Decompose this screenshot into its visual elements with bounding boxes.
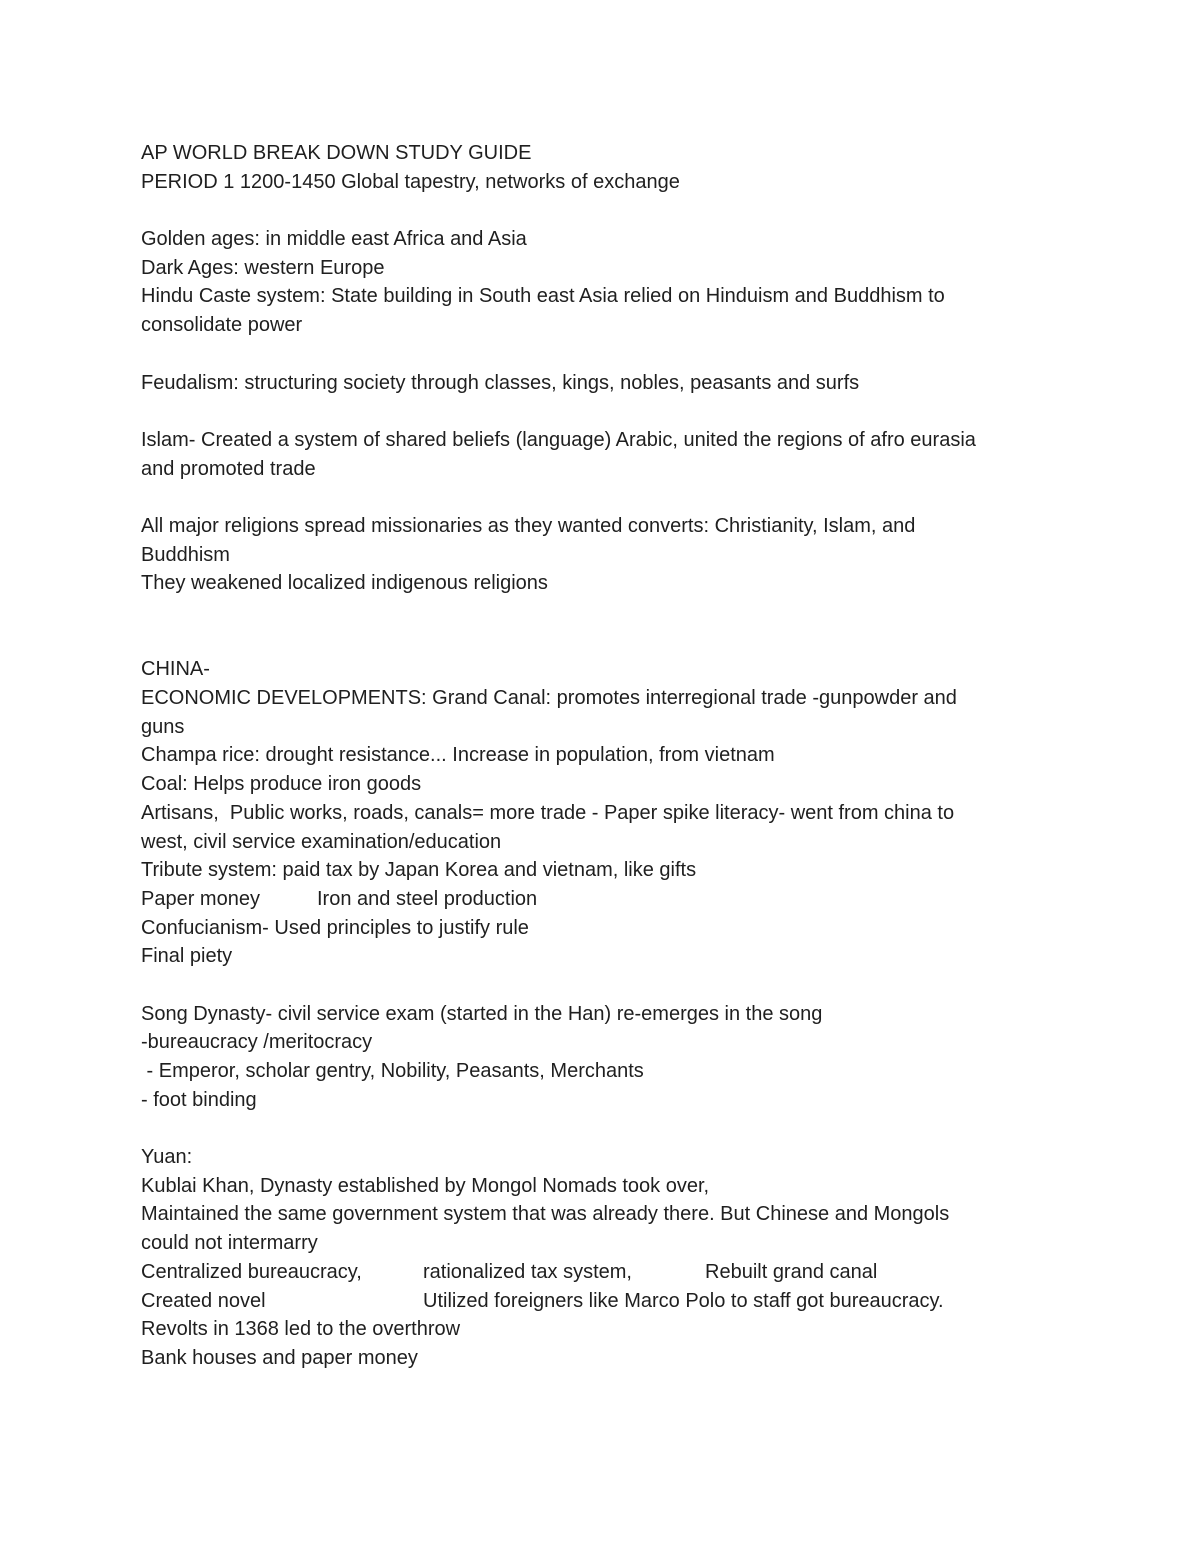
feudalism-line: Feudalism: structuring society through classes, kings, nobles, peasants and surfs xyxy=(141,371,860,394)
paper-money-text: Paper money xyxy=(141,887,260,910)
spacer xyxy=(141,397,1071,426)
period-subtitle: PERIOD 1 1200-1450 Global tapestry, networks of exchange xyxy=(141,170,680,193)
china-heading: CHINA- xyxy=(141,658,210,681)
religions-line: Buddhism xyxy=(141,543,230,566)
yuan-heading: Yuan: xyxy=(141,1146,193,1169)
song-line: - Emperor, scholar gentry, Nobility, Peasants, Merchants xyxy=(141,1060,644,1082)
china-tab-row xyxy=(141,885,1071,914)
yuan-line: Bank houses and paper money xyxy=(141,1346,418,1369)
document-body xyxy=(141,139,1071,1373)
spacer xyxy=(141,340,1071,369)
yuan-line: Maintained the same government system that was already there. But Chinese and Mongols xyxy=(141,1203,950,1226)
yuan-line: Revolts in 1368 led to the overthrow xyxy=(141,1318,461,1341)
islam-line: Islam- Created a system of shared beliefs (language) Arabic, united the regions of afro eurasia xyxy=(141,428,976,451)
china-line: Final piety xyxy=(141,945,233,968)
yuan-line: Kublai Khan, Dynasty established by Mongol Nomads took over, xyxy=(141,1174,710,1197)
yuan-tab-cell: Created novel xyxy=(141,1289,266,1312)
yuan-line: could not intermarry xyxy=(141,1232,318,1255)
china-line: west, civil service examination/education xyxy=(141,830,502,853)
spacer xyxy=(141,196,1071,225)
china-line: Artisans, Public works, roads, canals= more trade - Paper spike literacy- went from china to xyxy=(141,801,955,824)
spacer xyxy=(141,971,1071,1000)
religions-line: They weakened localized indigenous religions xyxy=(141,572,548,595)
china-line: Confucianism- Used principles to justify rule xyxy=(141,916,529,939)
song-line: - foot binding xyxy=(141,1088,257,1111)
spacer xyxy=(141,627,1071,656)
yuan-tab-cell: rationalized tax system, xyxy=(423,1260,632,1283)
islam-line: and promoted trade xyxy=(141,457,316,480)
yuan-tab-cell: Rebuilt grand canal xyxy=(705,1260,878,1283)
spacer xyxy=(141,483,1071,512)
yuan-tab-cell: Utilized foreigners like Marco Polo to staff got bureaucracy. xyxy=(423,1289,944,1312)
spacer xyxy=(141,1114,1071,1143)
yuan-tab-row xyxy=(141,1287,1071,1316)
china-line: Coal: Helps produce iron goods xyxy=(141,773,422,796)
iron-steel-text: Iron and steel production xyxy=(317,887,538,910)
song-line: -bureaucracy /meritocracy xyxy=(141,1031,373,1054)
spacer xyxy=(141,598,1071,627)
intro-line: consolidate power xyxy=(141,314,303,337)
document-title: AP WORLD BREAK DOWN STUDY GUIDE xyxy=(141,142,532,164)
intro-line: Dark Ages: western Europe xyxy=(141,256,385,279)
china-line: Tribute system: paid tax by Japan Korea and vietnam, like gifts xyxy=(141,859,697,882)
religions-line: All major religions spread missionaries as they wanted converts: Christianity, Islam, and xyxy=(141,514,916,537)
china-line: Champa rice: drought resistance... Increase in population, from vietnam xyxy=(141,744,775,767)
intro-line: Hindu Caste system: State building in South east Asia relied on Hinduism and Buddhism to xyxy=(141,285,945,308)
china-line: guns xyxy=(141,715,185,738)
china-line: ECONOMIC DEVELOPMENTS: Grand Canal: promotes interregional trade -gunpowder and xyxy=(141,687,957,710)
intro-line: Golden ages: in middle east Africa and Asia xyxy=(141,228,527,251)
song-line: Song Dynasty- civil service exam (started in the Han) re-emerges in the song xyxy=(141,1002,823,1025)
yuan-tab-row xyxy=(141,1258,1071,1287)
yuan-tab-cell: Centralized bureaucracy, xyxy=(141,1260,362,1283)
